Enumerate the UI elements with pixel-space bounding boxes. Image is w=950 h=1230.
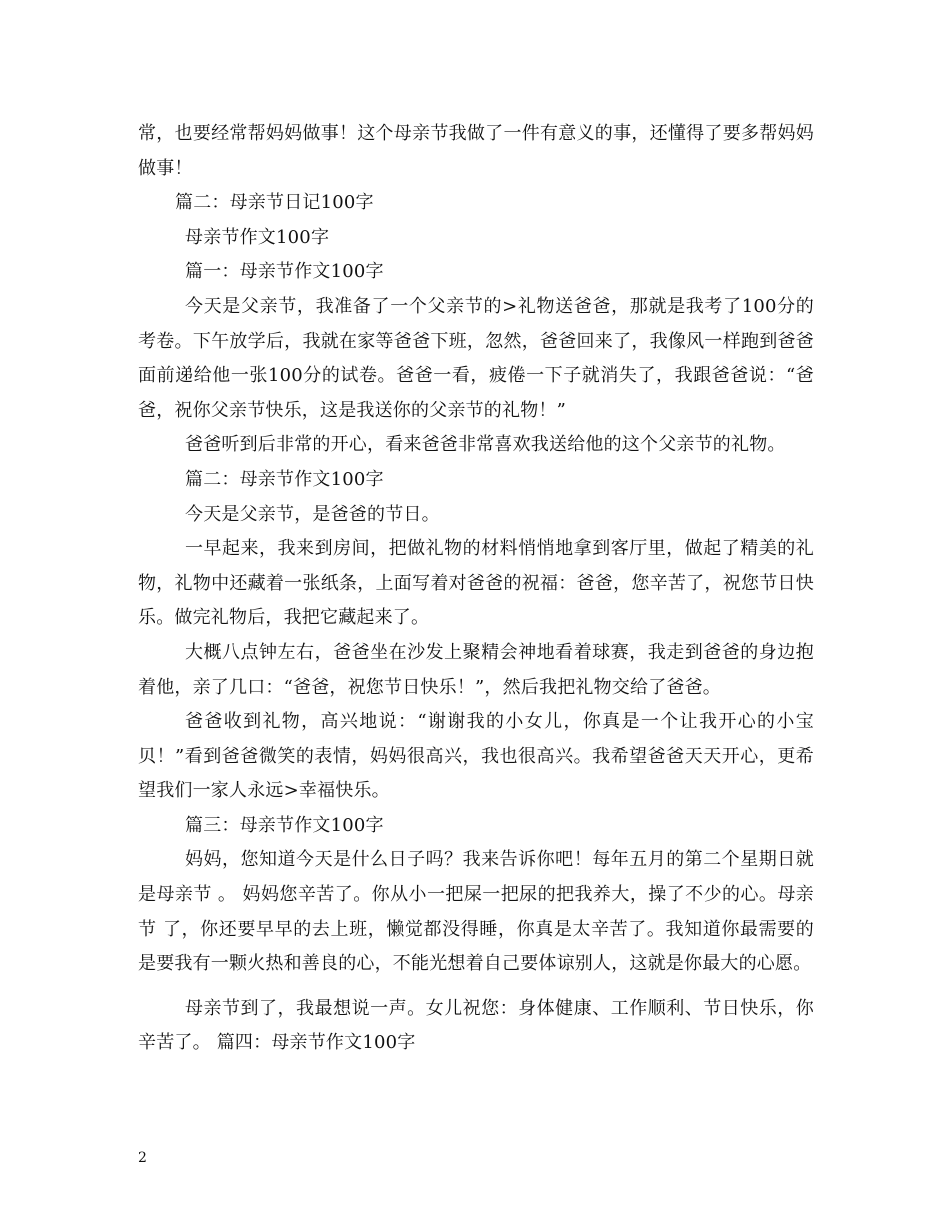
body-text xyxy=(138,117,814,1061)
section-heading: 篇二：母亲节日记100字 xyxy=(175,192,374,214)
paragraph: 爸爸听到后非常的开心，看来爸爸非常喜欢我送给他的这个父亲节的礼物。 xyxy=(185,434,786,456)
section-heading: 篇二：母亲节作文100字 xyxy=(185,468,384,490)
section-heading: 篇一：母亲节作文100字 xyxy=(185,261,384,283)
paragraph: 妈妈，您知道今天是什么日子吗？我来告诉你吧！每年五月的第二个星期日就是母亲节 。 妈妈您辛苦了。你从小一把屎一把尿的把我养大，操了不少的心。母亲节 了，你还要早早的去上班，懒觉都没得睡，你真是太辛苦了。我知道你最需要的是要我有一颗火热和善良的心，不能光想着自己要体谅别人，这就是你最大的心愿。 xyxy=(138,849,814,975)
paragraph: 爸爸收到礼物，高兴地说：“谢谢我的小女儿，你真是一个让我开心的小宝贝！”看到爸爸微笑的表情，妈妈很高兴，我也很高兴。我希望爸爸天天开心，更希望我们一家人永远>幸福快乐。 xyxy=(138,711,814,802)
paragraph: 今天是父亲节，是爸爸的节日。 xyxy=(185,503,440,525)
section-heading: 篇三：母亲节作文100字 xyxy=(185,814,384,836)
paragraph: 今天是父亲节，我准备了一个父亲节的>礼物送爸爸，那就是我考了100分的考卷。下午放学后，我就在家等爸爸下班，忽然，爸爸回来了，我像风一样跑到爸爸面前递给他一张100分的试卷。爸爸一看，疲倦一下子就消失了，我跟爸爸说：“爸爸，祝你父亲节快乐，这是我送你的父亲节的礼物！” xyxy=(138,295,814,421)
paragraph: 大概八点钟左右，爸爸坐在沙发上聚精会神地看着球赛，我走到爸爸的身边抱着他，亲了几口：“爸爸，祝您节日快乐！”，然后我把礼物交给了爸爸。 xyxy=(138,641,814,698)
section-heading: 母亲节作文100字 xyxy=(185,226,330,248)
paragraph-continuation: 常，也要经常帮妈妈做事！这个母亲节我做了一件有意义的事，还懂得了要多帮妈妈做事！ xyxy=(138,123,814,179)
paragraph: 一早起来，我来到房间，把做礼物的材料悄悄地拿到客厅里，做起了精美的礼物，礼物中还藏着一张纸条，上面写着对爸爸的祝福：爸爸，您辛苦了，祝您节日快乐。做完礼物后，我把它藏起来了。 xyxy=(138,538,814,629)
page-number: 2 xyxy=(138,1150,147,1166)
paragraph: 母亲节到了，我最想说一声。女儿祝您：身体健康、工作顺利、节日快乐，你辛苦了。 篇四：母亲节作文100字 xyxy=(138,997,814,1054)
